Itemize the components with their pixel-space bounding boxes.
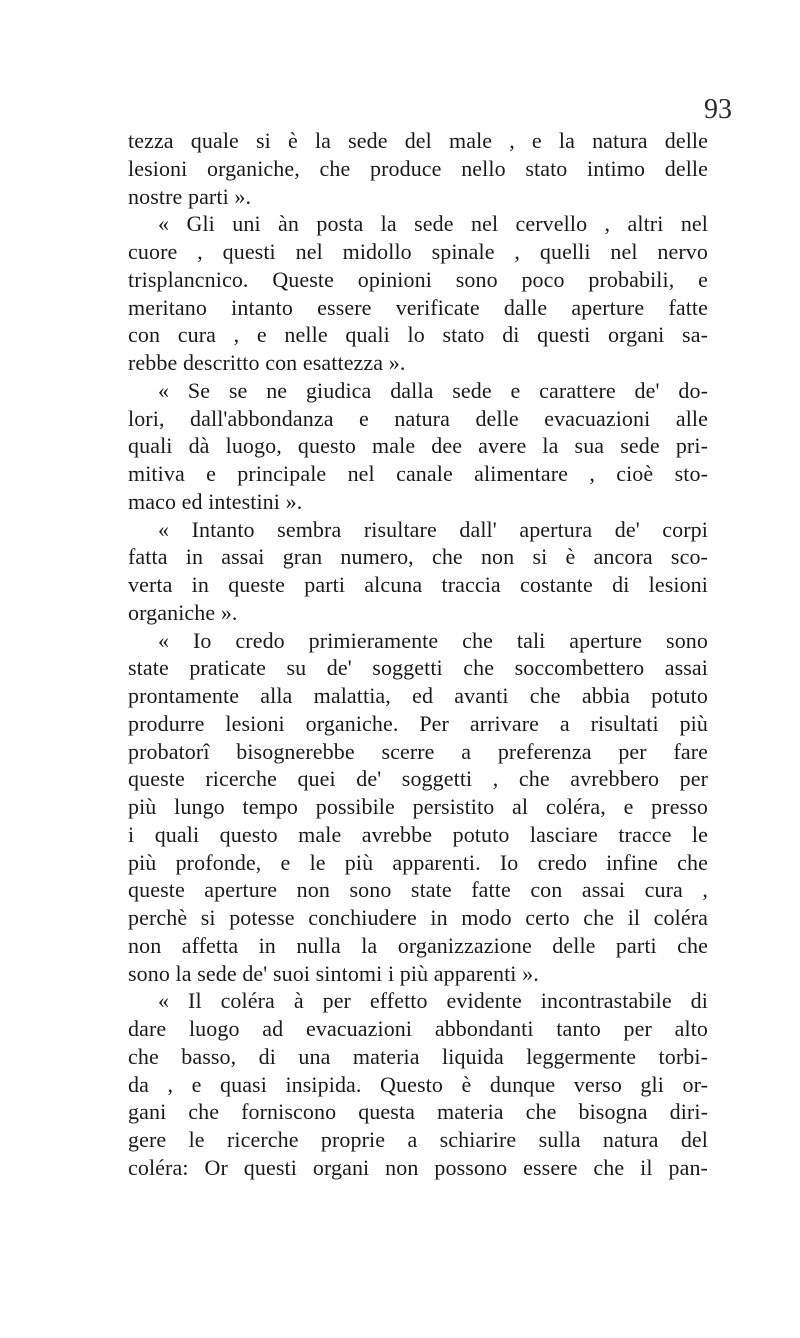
text-line: sono la sede de' suoi sintomi i più apparenti ». — [128, 960, 539, 986]
text-line: gani che forniscono questa materia che bisogna diri- — [128, 1099, 708, 1125]
text-line: nostre parti ». — [128, 183, 252, 209]
text-line: trisplancnico. Queste opinioni sono poco probabili, e — [128, 266, 708, 292]
page-number: 93 — [704, 94, 732, 125]
text-line: organiche ». — [128, 599, 238, 625]
text-line: mitiva e principale nel canale alimentare , cioè sto- — [128, 461, 708, 486]
text-line: probatorî bisognerebbe scerre a preferenza per fare — [128, 738, 708, 764]
text-line: i quali questo male avrebbe potuto lasciare tracce le — [128, 821, 708, 847]
text-line: verta in queste parti alcuna traccia costante di lesioni — [128, 572, 708, 597]
text-line: perchè si potesse conchiudere in modo certo che il coléra — [128, 905, 708, 930]
text-line: « Intanto sembra risultare dall' apertura de' corpi — [158, 516, 708, 542]
text-line: prontamente alla malattia, ed avanti che abbia potuto — [128, 683, 708, 708]
text-line: tezza quale si è la sede del male , e la natura delle — [128, 128, 708, 153]
text-line: che basso, di una materia liquida leggermente torbi- — [128, 1043, 708, 1069]
text-line: produrre lesioni organiche. Per arrivare a risultati più — [128, 710, 708, 736]
text-line: da , e quasi insipida. Questo è dunque verso gli or- — [128, 1071, 708, 1097]
text-line: « Se se ne giudica dalla sede e carattere de' do- — [158, 377, 708, 403]
text-line: gere le ricerche proprie a schiarire sulla natura del — [128, 1127, 708, 1152]
text-line: con cura , e nelle quali lo stato di questi organi sa- — [128, 322, 708, 348]
body-text — [128, 127, 708, 1182]
text-line: più profonde, e le più apparenti. Io credo infine che — [128, 849, 708, 875]
text-line: queste aperture non sono state fatte con assai cura , — [128, 877, 708, 903]
text-line: maco ed intestini ». — [128, 488, 303, 514]
text-line: non affetta in nulla la organizzazione delle parti che — [128, 932, 708, 958]
text-line: più lungo tempo possibile persistito al coléra, e presso — [128, 794, 708, 819]
text-line: « Io credo primieramente che tali aperture sono — [158, 627, 708, 653]
text-line: queste ricerche quei de' soggetti , che avrebbero per — [128, 766, 708, 792]
text-line: quali dà luogo, questo male dee avere la sua sede pri- — [128, 433, 708, 459]
text-line: dare luogo ad evacuazioni abbondanti tanto per alto — [128, 1016, 708, 1041]
text-line: state praticate su de' soggetti che soccombettero assai — [128, 655, 708, 681]
text-line: rebbe descritto con esattezza ». — [128, 350, 406, 375]
text-line: cuore , questi nel midollo spinale , quelli nel nervo — [128, 239, 708, 264]
text-line: « Il coléra à per effetto evidente incontrastabile di — [158, 988, 708, 1014]
text-line: lesioni organiche, che produce nello stato intimo delle — [128, 155, 708, 181]
text-line: coléra: Or questi organi non possono essere che il pan- — [128, 1154, 708, 1180]
text-line: « Gli uni àn posta la sede nel cervello , altri nel — [158, 211, 708, 237]
text-line: meritano intanto essere verificate dalle aperture fatte — [128, 294, 708, 320]
text-line: fatta in assai gran numero, che non si è ancora sco- — [128, 544, 708, 570]
text-line: lori, dall'abbondanza e natura delle evacuazioni alle — [128, 405, 708, 431]
